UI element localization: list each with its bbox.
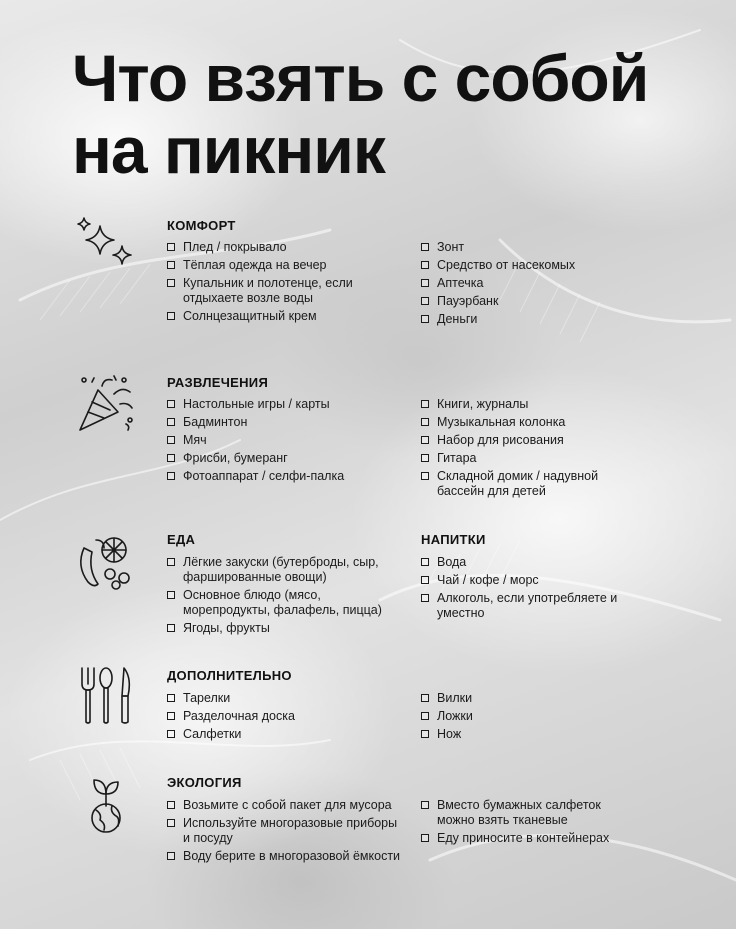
fun-list-left <box>167 397 397 487</box>
comfort-list-left <box>167 240 387 327</box>
fun-title: РАЗВЛЕЧЕНИЯ <box>167 375 269 390</box>
comfort-list-right <box>421 240 641 330</box>
party-popper-icon <box>74 372 138 436</box>
list-item[interactable]: Разделочная доска <box>167 709 387 724</box>
comfort-title: КОМФОРТ <box>167 218 236 233</box>
globe-sprout-icon <box>74 772 138 836</box>
list-item[interactable]: Книги, журналы <box>421 397 636 412</box>
fun-list-right <box>421 397 636 502</box>
list-item[interactable]: Деньги <box>421 312 641 327</box>
list-item[interactable]: Вместо бумажных салфеток можно взять тканевые <box>421 798 631 828</box>
food-title: ЕДА <box>167 532 196 547</box>
eco-title: ЭКОЛОГИЯ <box>167 775 242 790</box>
list-item[interactable]: Вилки <box>421 691 621 706</box>
title-line-2: на пикник <box>72 113 385 187</box>
drinks-list <box>421 555 631 624</box>
list-item[interactable]: Пауэрбанк <box>421 294 641 309</box>
list-item[interactable]: Нож <box>421 727 621 742</box>
list-item[interactable]: Лёгкие закуски (бутерброды, сыр, фаршированные овощи) <box>167 555 407 585</box>
list-item[interactable]: Основное блюдо (мясо, морепродукты, фалафель, пицца) <box>167 588 407 618</box>
list-item[interactable]: Тарелки <box>167 691 387 706</box>
list-item[interactable]: Гитара <box>421 451 636 466</box>
list-item[interactable]: Плед / покрывало <box>167 240 387 255</box>
list-item[interactable]: Фрисби, бумеранг <box>167 451 397 466</box>
list-item[interactable]: Ложки <box>421 709 621 724</box>
cutlery-icon <box>74 664 138 728</box>
list-item[interactable]: Настольные игры / карты <box>167 397 397 412</box>
page-title <box>72 42 648 186</box>
list-item[interactable]: Складной домик / надувной бассейн для детей <box>421 469 636 499</box>
drinks-title: НАПИТКИ <box>421 532 486 547</box>
list-item[interactable]: Зонт <box>421 240 641 255</box>
list-item[interactable]: Музыкальная колонка <box>421 415 636 430</box>
list-item[interactable]: Ягоды, фрукты <box>167 621 407 636</box>
list-item[interactable]: Воду берите в многоразовой ёмкости <box>167 849 407 864</box>
list-item[interactable]: Еду приносите в контейнерах <box>421 831 631 846</box>
extra-list-left <box>167 691 387 745</box>
eco-list-left <box>167 798 407 867</box>
extra-list-right <box>421 691 621 745</box>
list-item[interactable]: Возьмите с собой пакет для мусора <box>167 798 407 813</box>
sparkles-icon <box>74 216 138 280</box>
list-item[interactable]: Алкоголь, если употребляете и уместно <box>421 591 631 621</box>
food-list <box>167 555 407 639</box>
list-item[interactable]: Фотоаппарат / селфи-палка <box>167 469 397 484</box>
list-item[interactable]: Вода <box>421 555 631 570</box>
list-item[interactable]: Салфетки <box>167 727 387 742</box>
list-item[interactable]: Мяч <box>167 433 397 448</box>
extra-title: ДОПОЛНИТЕЛЬНО <box>167 668 292 683</box>
list-item[interactable]: Используйте многоразовые приборы и посуду <box>167 816 407 846</box>
list-item[interactable]: Набор для рисования <box>421 433 636 448</box>
list-item[interactable]: Купальник и полотенце, если отдыхаете возле воды <box>167 276 387 306</box>
food-icon <box>74 530 138 594</box>
list-item[interactable]: Тёплая одежда на вечер <box>167 258 387 273</box>
list-item[interactable]: Солнцезащитный крем <box>167 309 387 324</box>
list-item[interactable]: Средство от насекомых <box>421 258 641 273</box>
eco-list-right <box>421 798 631 849</box>
list-item[interactable]: Бадминтон <box>167 415 397 430</box>
list-item[interactable]: Чай / кофе / морс <box>421 573 631 588</box>
list-item[interactable]: Аптечка <box>421 276 641 291</box>
title-line-1: Что взять с собой <box>72 41 649 115</box>
